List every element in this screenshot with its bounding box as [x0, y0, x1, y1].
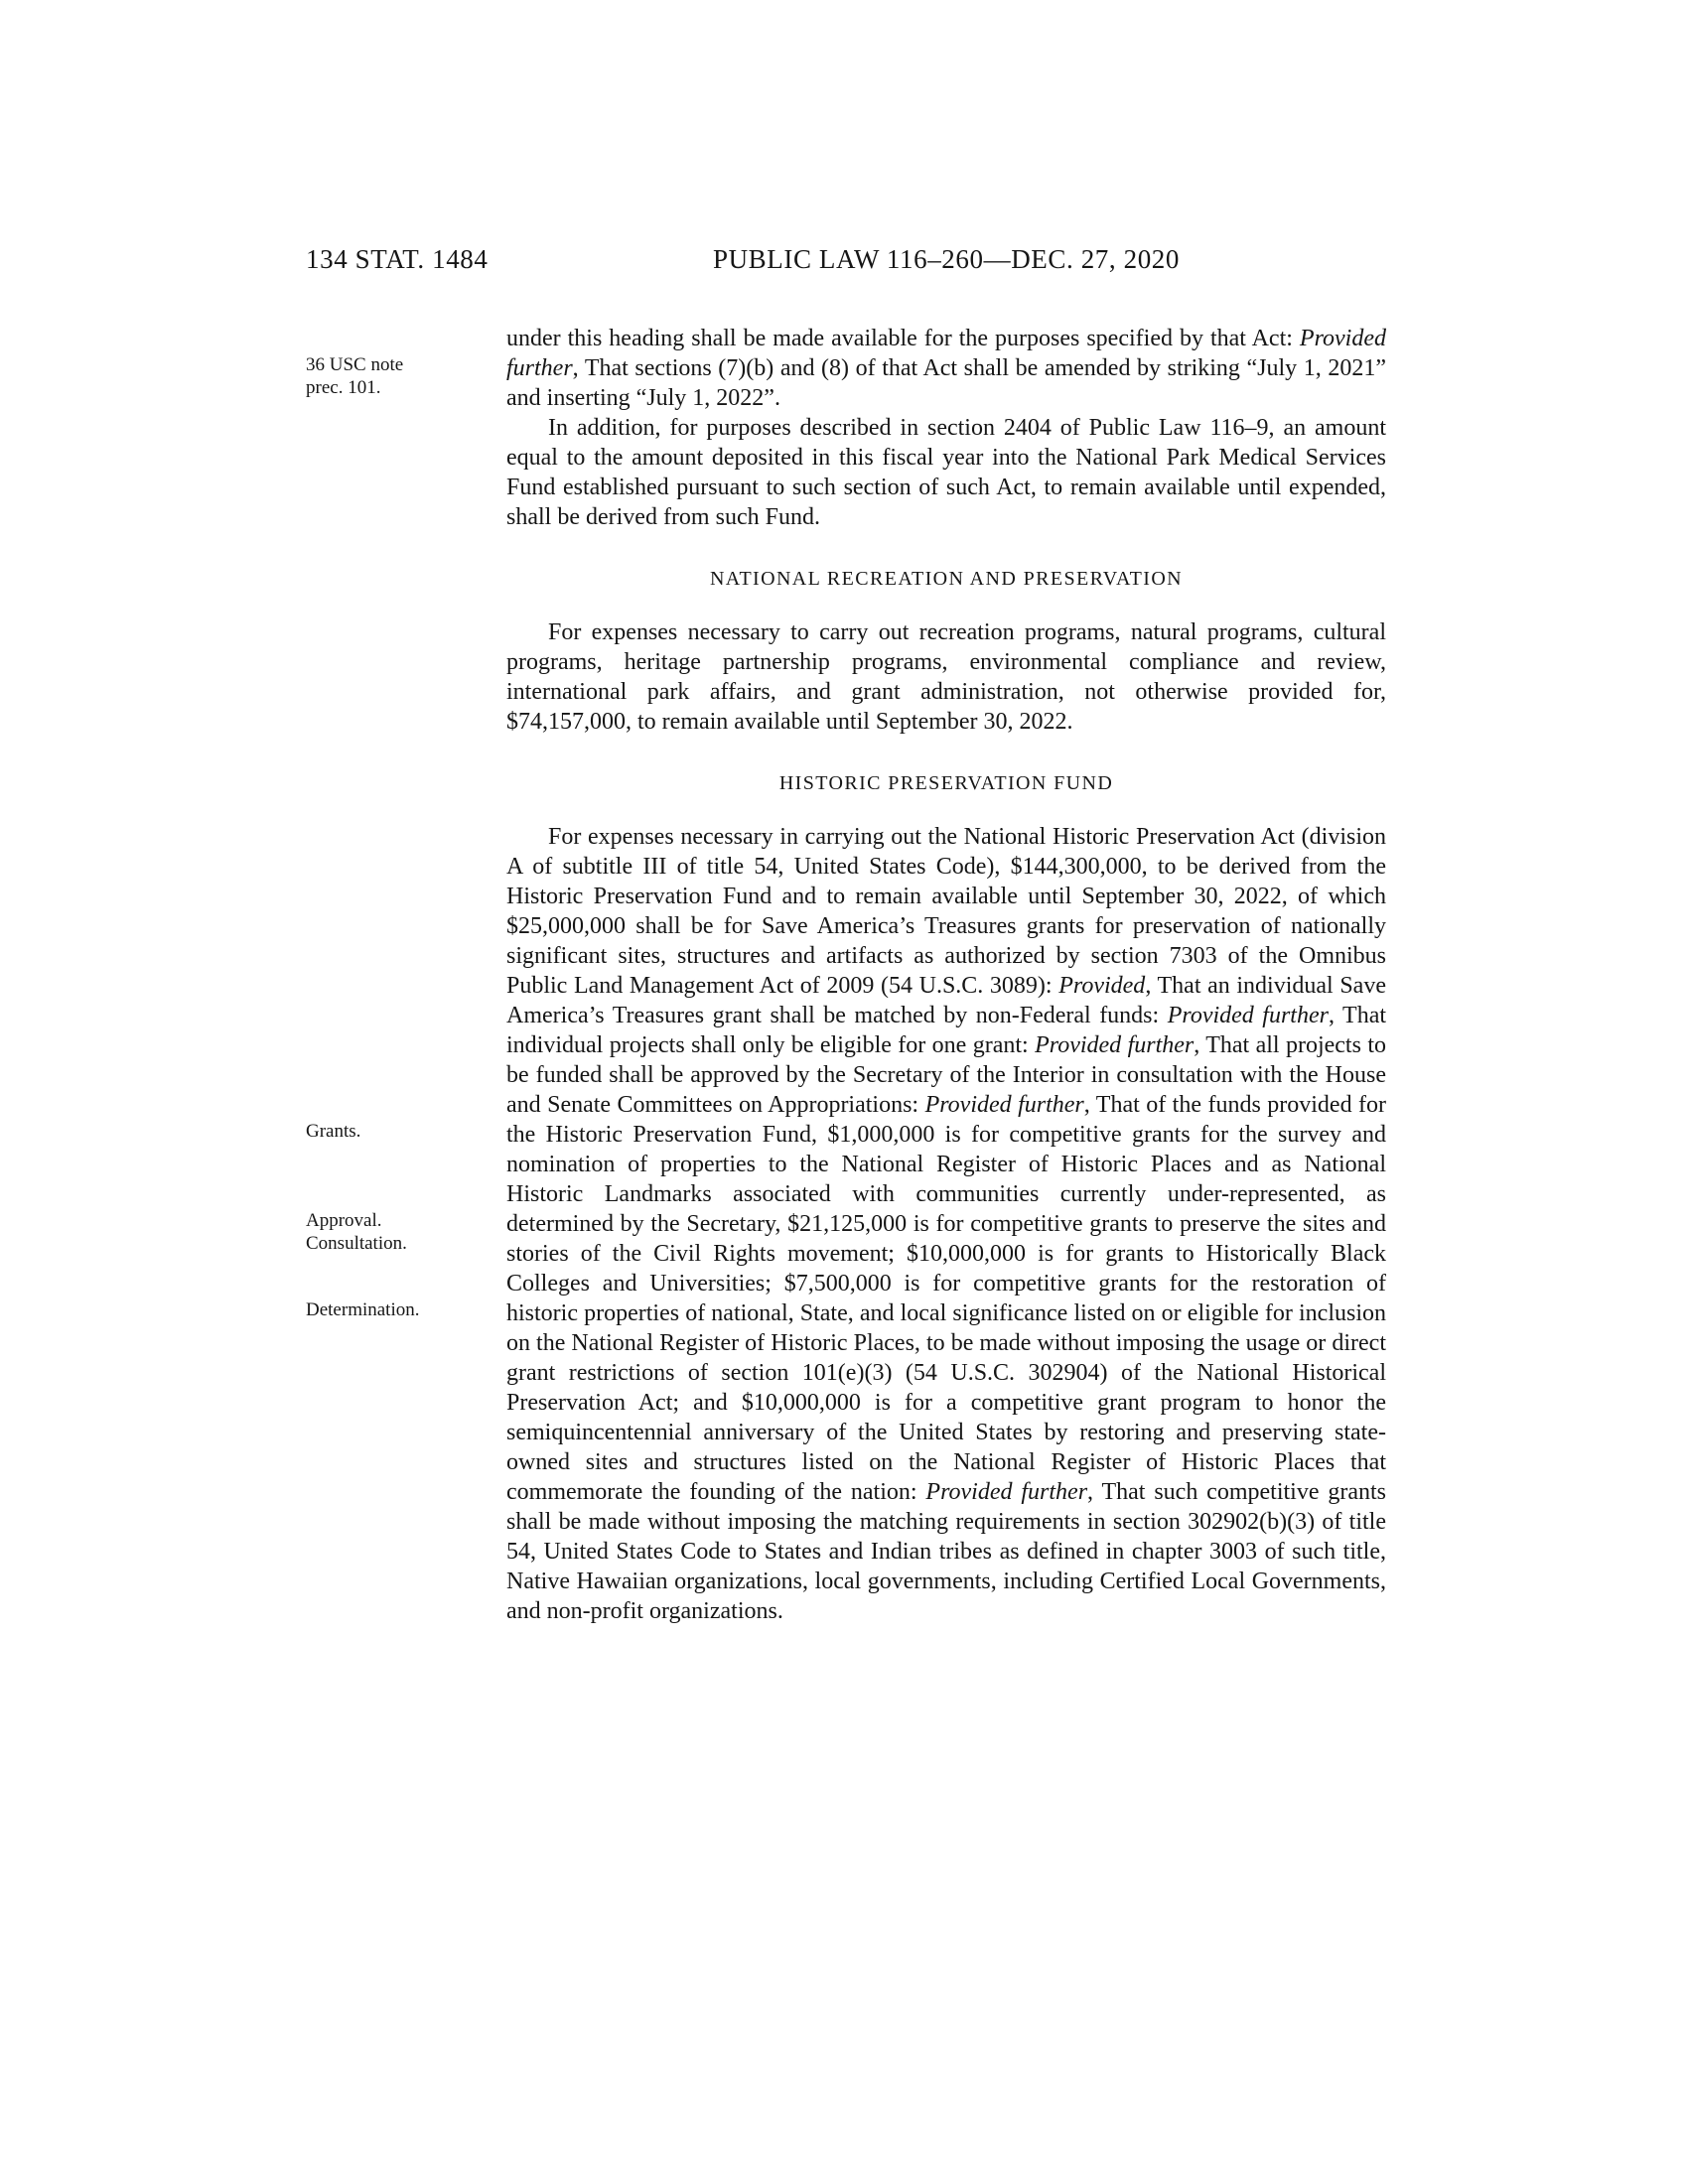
- margin-note-line: Grants.: [306, 1121, 361, 1142]
- paragraph-in-addition: In addition, for purposes described in section 2404 of Public Law 116–9, an amount equal to the amount deposited in this fiscal year into the National Park Medical Services Fund established pursuant to such section of such Act, to remain available until expended, shall be derived from such Fund.: [506, 415, 1386, 530]
- paragraph-national-recreation: For expenses necessary to carry out recreation programs, natural programs, cultural programs, heritage partnership programs, environmental compliance and review, international park affairs, and grant administration, not otherwise provided for, $74,157,000, to remain available until September 30, 2022.: [506, 619, 1386, 735]
- margin-note-line: Determination.: [306, 1299, 420, 1320]
- running-head-law-title: PUBLIC LAW 116–260—DEC. 27, 2020: [712, 244, 1181, 274]
- margin-note-line: Consultation.: [306, 1233, 407, 1254]
- paragraph-heading-continuation: under this heading shall be made available for the purposes specified by that Act: Provided further, That sections (7)(b) and (8) of that Act shall be amended by striking “July 1, 2021” and inserting “July 1, 2022”.: [506, 326, 1386, 411]
- margin-note-grants: [306, 1120, 494, 1143]
- margin-note-line: 36 USC note: [306, 354, 404, 375]
- margin-note-line: Approval.: [306, 1210, 382, 1231]
- body-column: [506, 324, 1386, 1626]
- margin-note-approval-consultation: [306, 1209, 494, 1255]
- paragraph-historic-preservation-fund: For expenses necessary in carrying out the National Historic Preservation Act (division A of subtitle III of title 54, United States Code), $144,300,000, to be derived from the Historic Preservation Fund and to remain available until September 30, 2022, of which $25,000,000 shall be for Save America’s Treasures grants for preservation of nationally significant sites, structures and artifacts as authorized by section 7303 of the Omnibus Public Land Management Act of 2009 (54 U.S.C. 3089): Provided, That an individual Save America’s Treasures grant shall be matched by non-Federal funds: Provided further, That individual projects shall only be eligible for one grant: Provided further, That all projects to be funded shall be approved by the Secretary of the Interior in consultation with the House and Senate Committees on Appropriations: Provided further, That of the funds provided for the Historic Preservation Fund, $1,000,000 is for competitive grants for the survey and nomination of properties to the National Register of Historic Places and as National Historic Landmarks associated with communities currently under-represented, as determined by the Secretary, $21,125,000 is for competitive grants to preserve the sites and stories of the Civil Rights movement; $10,000,000 is for grants to Historically Black Colleges and Universities; $7,500,000 is for competitive grants for the restoration of historic properties of national, State, and local significance listed on or eligible for inclusion on the National Register of Historic Places, to be made without imposing the usage or direct grant restrictions of section 101(e)(3) (54 U.S.C. 302904) of the National Historical Preservation Act; and $10,000,000 is for a competitive grant program to honor the semiquincentennial anniversary of the United States by restoring and preserving state-owned sites and structures listed on the National Register of Historic Places that commemorate the founding of the nation: Provided further, That such competitive grants shall be made without imposing the matching requirements in section 302902(b)(3) of title 54, United States Code to States and Indian tribes as defined in chapter 3003 of such title, Native Hawaiian organizations, local governments, including Certified Local Governments, and non-profit organizations.: [506, 824, 1387, 1624]
- margin-note-usc-reference: [306, 353, 494, 399]
- margin-note-determination: [306, 1298, 494, 1321]
- section-heading-national-recreation: NATIONAL RECREATION AND PRESERVATION: [709, 568, 1184, 590]
- stat-page-number: 134 STAT. 1484: [306, 244, 489, 274]
- margin-note-line: prec. 101.: [306, 377, 381, 398]
- section-heading-historic-preservation-fund: HISTORIC PRESERVATION FUND: [778, 772, 1114, 794]
